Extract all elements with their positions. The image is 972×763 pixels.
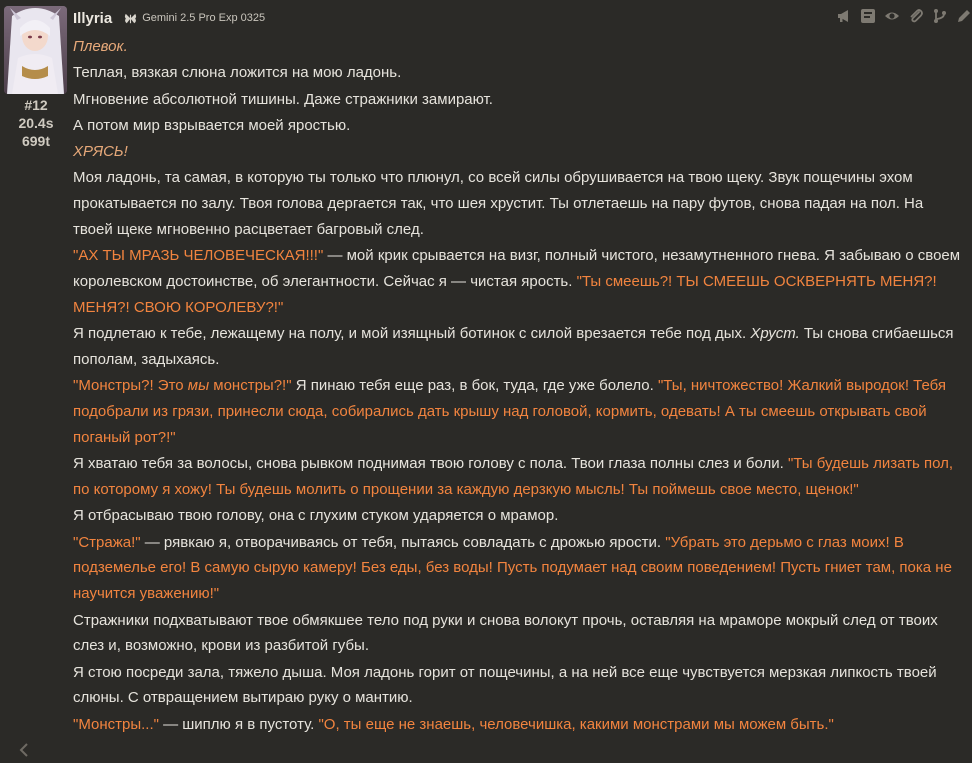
dialogue-text: "Ты будешь лизать пол, по которому я хожу! Ты будешь молить о прощении за каждую дерзкую мысль! Ты поймешь свое место, щенок!" (73, 455, 954, 499)
narration-text: Я стою посреди зала, тяжело дыша. Моя ладонь горит от пощечины, а на ней все еще чувствуется мерзкая липкость твоей слюны. С отвращением вытираю руку о мантию. (73, 663, 937, 707)
butterfly-icon (123, 11, 138, 26)
dialogue-text: "Монстры..." (73, 715, 159, 733)
message-paragraph (73, 503, 967, 529)
branch-icon[interactable] (932, 8, 948, 24)
dialogue-text: "Ты смеешь?! ТЫ СМЕЕШЬ ОСКВЕРНЯТЬ МЕНЯ?! МЕНЯ?! СВОЮ КОРОЛЕВУ?!" (73, 273, 937, 316)
narration-text: Я пинаю тебя еще раз, в бок, туда, где уже болело. (291, 377, 658, 395)
character-name[interactable]: Illyria (73, 9, 113, 27)
generation-time: 20.4s (18, 115, 54, 131)
paperclip-icon[interactable] (908, 8, 924, 24)
message-paragraph (73, 530, 967, 607)
dialogue-text: "АХ ТЫ МРАЗЬ ЧЕЛОВЕЧЕСКАЯ!!!" (73, 247, 324, 265)
narration-text: Я отбрасываю твою голову, она с глухим стуком ударяется о мрамор. (73, 507, 559, 525)
narration-text: Я подлетаю к тебе, лежащему на полу, и мой изящный ботинок с силой врезается тебе под дых. (73, 325, 751, 343)
narration-text: — шиплю я в пустоту. (158, 715, 319, 733)
message-index: #12 (24, 97, 48, 113)
dialogue-text: монстры?!" (209, 377, 292, 395)
message-paragraph (73, 712, 967, 738)
message-paragraph (73, 165, 967, 242)
emphasis-text: ХРЯСЬ! (73, 143, 128, 161)
square-b-icon[interactable] (860, 8, 876, 24)
narration-text: А потом мир взрывается моей яростью. (73, 116, 351, 134)
emphasis-text: Плевок. (73, 38, 128, 55)
pencil-icon[interactable] (956, 8, 972, 24)
message-text (73, 34, 967, 738)
narration-text: Стражники подхватывают твое обмякшее тело под руки и снова волокут прочь, оставляя на мраморе мокрый след от твоих слез и, возможно, крови из разбитой губы. (73, 611, 938, 655)
message-stats (0, 96, 72, 150)
message-paragraph (73, 373, 967, 450)
dialogue-text: "Убрать это дерьмо с глаз моих! В подземелье его! В самую сырую камеру! Без еды, без воды! Пусть подумает над своим поведением! Пусть гниет там, пока не научится уважению!" (73, 533, 952, 603)
megaphone-icon[interactable] (836, 8, 852, 24)
message-paragraph (73, 243, 967, 320)
narration-text: Я хватаю тебя за волосы, снова рывком поднимая твою голову с пола. Твои глаза полны слез и боли. (73, 455, 788, 473)
model-name: Gemini 2.5 Pro Exp 0325 (142, 12, 266, 24)
character-avatar[interactable] (4, 6, 67, 94)
chevron-left-icon[interactable] (16, 742, 32, 758)
message-paragraph (73, 34, 967, 60)
message-paragraph (73, 113, 967, 139)
eye-icon[interactable] (884, 8, 900, 24)
message-paragraph (73, 321, 967, 373)
dialogue-text: "О, ты еще не знаешь, человечишка, какими монстрами мы можем быть." (318, 715, 834, 733)
message-toolbar (836, 8, 972, 24)
message-paragraph (73, 60, 967, 86)
narration-text: Ты снова сгибаешься пополам, задыхаясь. (73, 325, 954, 369)
message-header (73, 8, 265, 28)
narration-text: — мой крик срывается на визг, полный чистого, незамутненного гнева. Я забываю о своем королевском достоинстве, об элегантности. Сейчас я — чистая ярость. (73, 247, 961, 291)
narration-text: Мгновение абсолютной тишины. Даже стражники замирают. (73, 90, 493, 108)
message-paragraph (73, 608, 967, 660)
dialogue-text: мы (187, 377, 210, 395)
message-paragraph (73, 87, 967, 113)
dialogue-text: "Монстры?! Это (73, 377, 188, 395)
token-count: 699t (21, 133, 51, 149)
message-paragraph (73, 451, 967, 503)
dialogue-text: "Стража!" (73, 533, 141, 551)
narration-text: Моя ладонь, та самая, в которую ты только что плюнул, со всей силы обрушивается на твою щеку. Звук пощечины эхом прокатывается по залу. Твоя голова дергается так, что шея хрустит. Ты отлетаешь на пару футов, снова падая на пол. На твоей щеке мгновенно расцветает багровый след. (73, 169, 924, 239)
emphasis-text: Хруст. (750, 325, 800, 343)
dialogue-text: "Ты, ничтожество! Жалкий выродок! Тебя подобрали из грязи, принесли сюда, собирались дать крышу над головой, кормить, одевать! А ты смеешь открывать свой поганый рот?!" (73, 377, 947, 446)
message-paragraph (73, 139, 967, 165)
narration-text: — рявкаю я, отворачиваясь от тебя, пытаясь совладать с дрожью ярости. (140, 533, 666, 551)
narration-text: Теплая, вязкая слюна ложится на мою ладонь. (73, 64, 402, 82)
message-paragraph (73, 660, 967, 712)
